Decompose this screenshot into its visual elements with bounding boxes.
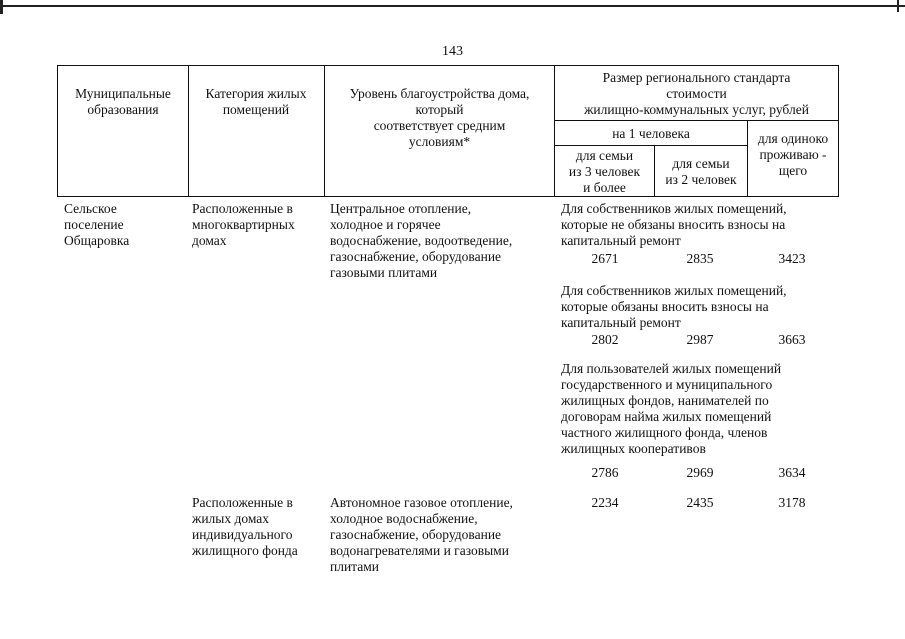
level1-line4: газоснабжение, оборудование (330, 249, 502, 264)
municipality-line3: Общаровка (64, 233, 130, 248)
category2-line2: жилых домах (192, 511, 270, 526)
header-per-person: на 1 человека (612, 126, 690, 141)
group2-line1: Для собственников жилых помещений, (561, 283, 787, 298)
group3-value-single: 3634 (778, 465, 806, 480)
group1-line3: капитальный ремонт (561, 233, 681, 248)
header-border-right (838, 65, 839, 197)
row2-value-family3: 2234 (591, 495, 619, 510)
header-family3-line2: из 3 человек (568, 164, 641, 179)
header-single-line2: проживаю - (759, 147, 827, 162)
header-family3-line1: для семьи (575, 148, 634, 163)
group1-value-single: 3423 (778, 251, 806, 266)
group3-line3: жилищных фондов, нанимателей по (561, 393, 769, 408)
header-family2-line2: из 2 человек (665, 172, 737, 187)
header-group-line3: жилищно-коммунальных услуг, рублей (584, 102, 809, 117)
category1-line1: Расположенные в (192, 201, 293, 216)
row2-value-family2: 2435 (686, 495, 714, 510)
level2-line3: газоснабжение, оборудование (330, 527, 502, 542)
group3-line2: государственного и муниципального (561, 377, 773, 392)
group3-line1: Для пользователей жилых помещений (561, 361, 782, 376)
group3-value-family3: 2786 (591, 465, 619, 480)
municipality-line1: Сельское (64, 201, 117, 216)
header-level-line3: соответствует средним (373, 118, 506, 133)
scan-edge-right (897, 0, 899, 12)
category2-line1: Расположенные в (192, 495, 293, 510)
scan-edge-top (0, 5, 905, 7)
row2-value-single: 3178 (778, 495, 806, 510)
group1-line1: Для собственников жилых помещений, (561, 201, 787, 216)
group3-line4: договорам найма жилых помещений (561, 409, 772, 424)
header-per-person-divider (554, 145, 747, 146)
group2-value-family2: 2987 (686, 332, 714, 347)
header-level-line1: Уровень благоустройства дома, (349, 86, 530, 101)
category1-line3: домах (192, 233, 227, 248)
header-family3-line3: и более (583, 180, 626, 195)
header-group-line1: Размер регионального стандарта (602, 70, 791, 85)
level1-line3: водоснабжение, водоотведение, (330, 233, 513, 248)
level2-line4: водонагревателями и газовыми (330, 543, 509, 558)
level2-line1: Автономное газовое отопление, (330, 495, 513, 510)
header-single-line1: для одиноко (757, 131, 829, 146)
header-border-left (57, 65, 58, 197)
header-top-border (57, 65, 838, 66)
group3-line5: частного жилищного фонда, членов (561, 425, 768, 440)
group2-line3: капитальный ремонт (561, 315, 681, 330)
category1-line2: многоквартирных (192, 217, 295, 232)
category2-line4: жилищного фонда (192, 543, 298, 558)
level2-line5: плитами (330, 559, 380, 574)
header-group-divider (554, 120, 838, 121)
header-level-line2: который (415, 102, 464, 117)
group1-value-family2: 2835 (686, 251, 714, 266)
header-single-line3: щего (778, 163, 808, 178)
header-level-line4: условиям* (408, 134, 471, 149)
group2-line2: которые обязаны вносить взносы на (561, 299, 769, 314)
page-number: 143 (442, 44, 463, 59)
level2-line2: холодное водоснабжение, (330, 511, 478, 526)
level1-line5: газовыми плитами (330, 265, 438, 280)
category2-line3: индивидуального (192, 527, 293, 542)
scan-edge-left (0, 0, 3, 14)
group3-line6: жилищных кооперативов (561, 441, 706, 456)
level1-line1: Центральное отопление, (330, 201, 472, 216)
header-category: Категория жилых помещений (205, 86, 307, 117)
group1-line2: которые не обязаны вносить взносы на (561, 217, 786, 232)
header-municipality: Муниципальные образования (75, 86, 171, 117)
group3-value-family2: 2969 (686, 465, 714, 480)
level1-line2: холодное и горячее (330, 217, 441, 232)
header-bottom-border (57, 196, 838, 197)
group2-value-single: 3663 (778, 332, 806, 347)
header-family2-line1: для семьи (672, 156, 730, 171)
header-group-line2: стоимости (666, 86, 727, 101)
group1-value-family3: 2671 (591, 251, 619, 266)
group2-value-family3: 2802 (591, 332, 619, 347)
header-border-2 (188, 65, 189, 197)
municipality-line2: поселение (64, 217, 124, 232)
